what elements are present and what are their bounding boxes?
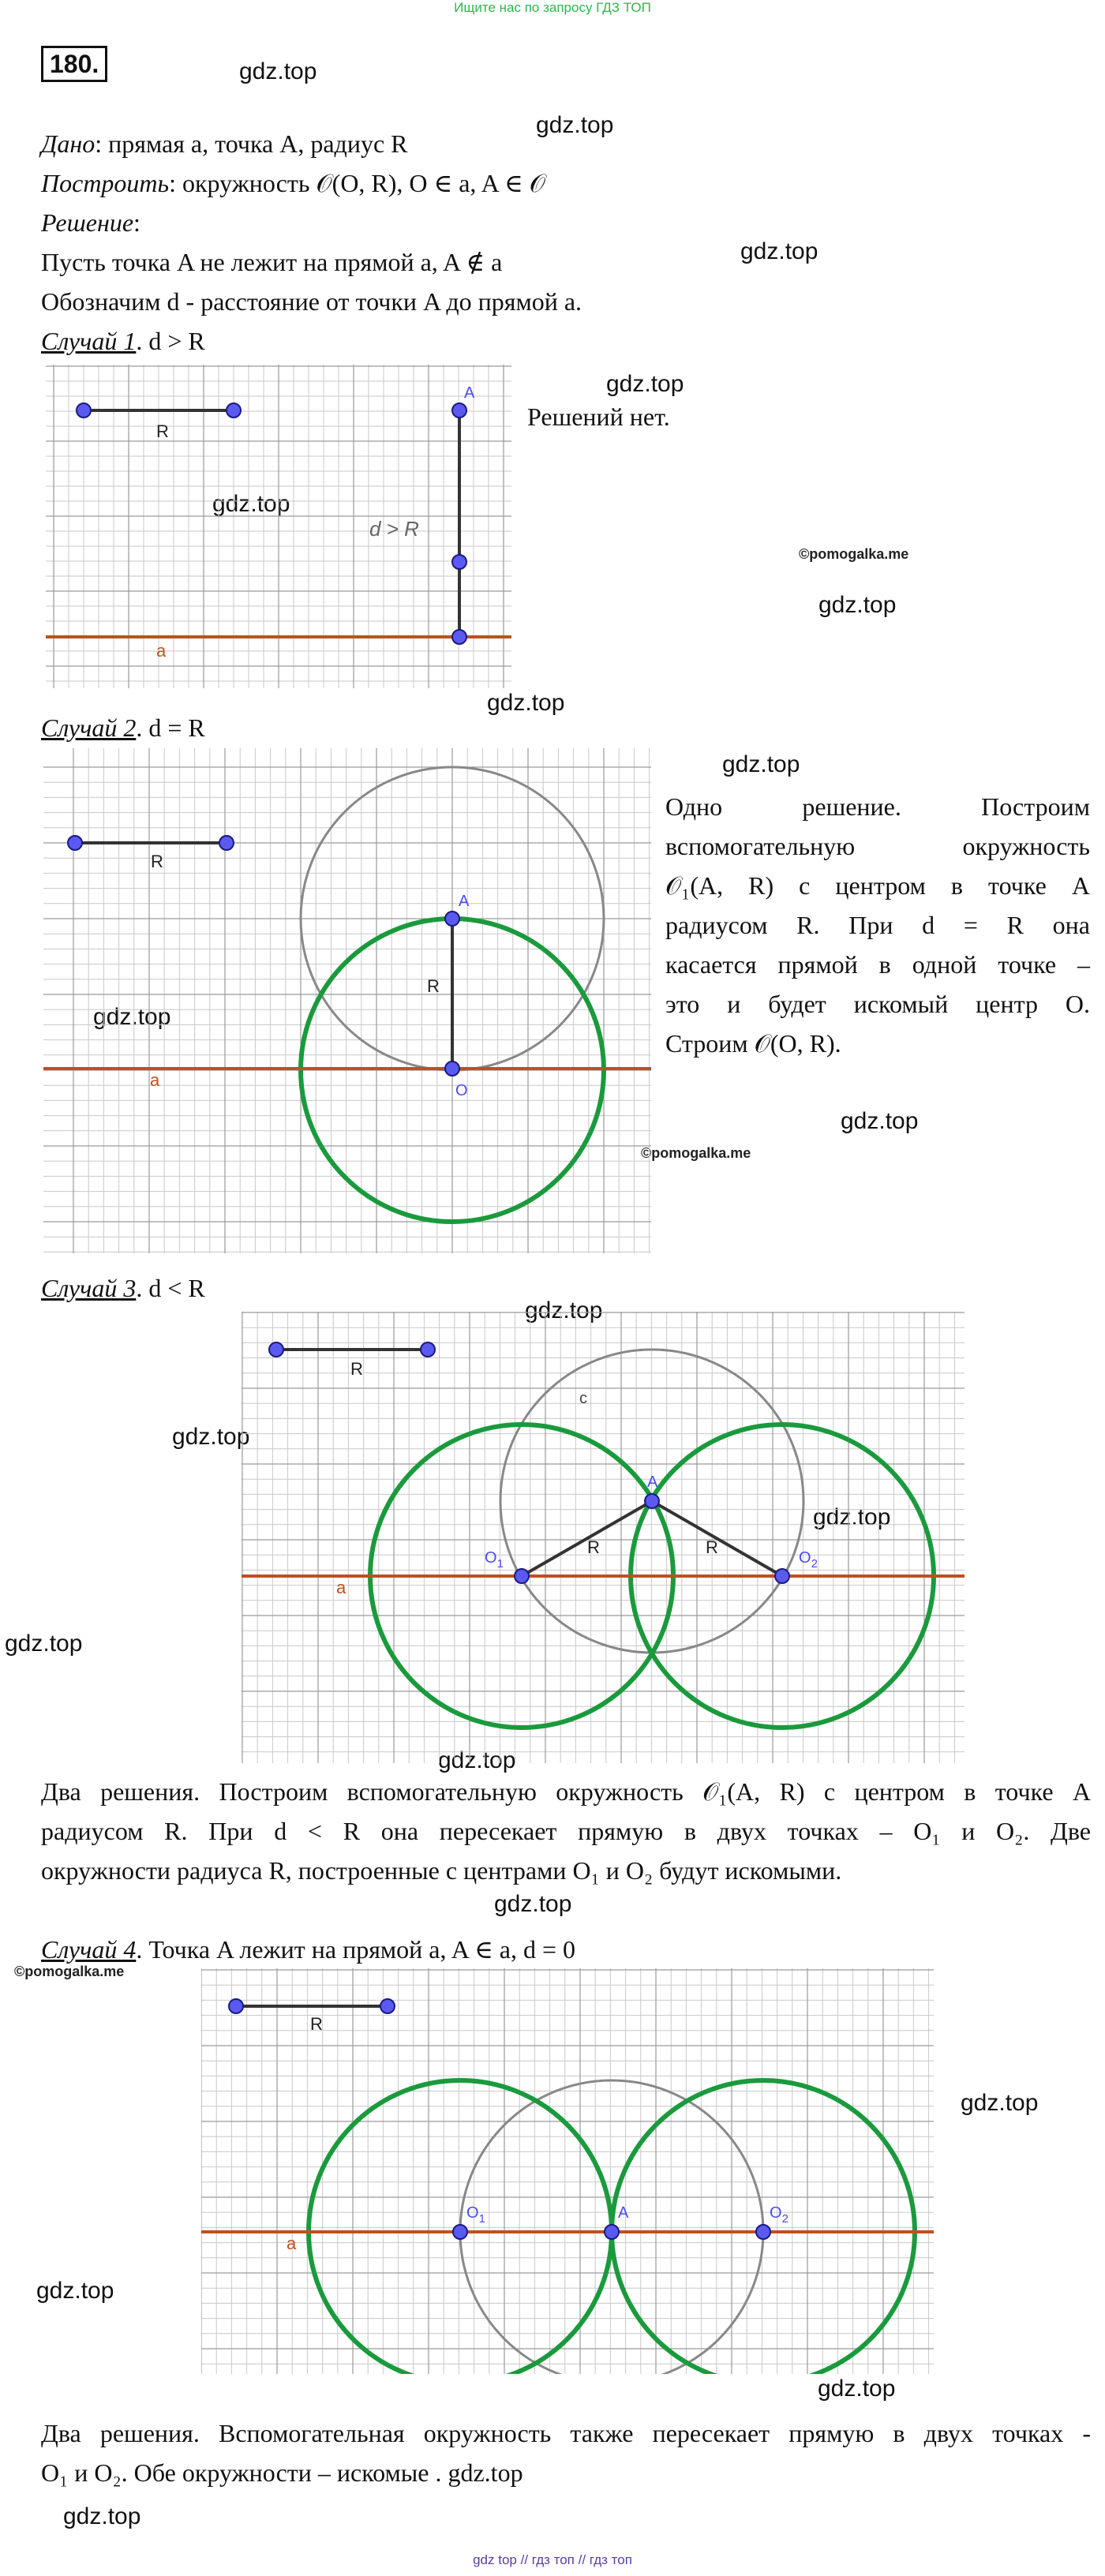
point xyxy=(452,555,466,569)
label-R: R xyxy=(151,852,163,871)
case2-condition: . d = R xyxy=(136,713,205,742)
given-label: Дано xyxy=(41,129,96,158)
watermark: gdz.top xyxy=(722,751,800,777)
construct-text: : окружность 𝒪(O, R), O ∈ a, A ∈ 𝒪 xyxy=(169,169,545,197)
watermark: gdz.top xyxy=(212,491,290,517)
label-O1-letter: O xyxy=(466,2204,479,2222)
label-a: a xyxy=(287,2233,297,2253)
case3-explanation xyxy=(41,1772,1091,1890)
copyright-watermark: ©pomogalka.me xyxy=(14,1964,125,1979)
top-search-hint[interactable]: Ищите нас по запросу ГДЗ ТОП xyxy=(454,0,651,15)
point-A xyxy=(605,2225,619,2239)
case4-heading xyxy=(41,1930,575,1968)
label-R: R xyxy=(156,421,169,441)
paragraph-line: вспомогательную окружность xyxy=(665,832,1090,860)
case1-result: Решений нет. xyxy=(527,402,670,431)
grid xyxy=(242,1312,965,1763)
label-O1-letter: O xyxy=(485,1549,497,1567)
label-a: a xyxy=(336,1578,346,1597)
label-A: A xyxy=(647,1473,658,1491)
label-O: O xyxy=(455,1082,468,1099)
point xyxy=(229,1999,243,2013)
case4-explanation xyxy=(41,2413,1091,2492)
point-O1 xyxy=(515,1569,529,1583)
paragraph-line: Строим 𝒪(O, R). xyxy=(665,1029,841,1058)
label-a: a xyxy=(156,641,167,661)
construct-line xyxy=(41,164,545,202)
label-R-AO: R xyxy=(427,976,440,996)
label-A: A xyxy=(464,384,475,402)
case4-condition: . Точка A лежит на прямой a, A ∈ a, d = 0 xyxy=(136,1935,576,1964)
label-A: A xyxy=(618,2204,629,2222)
label-d-gt-R: d > R xyxy=(369,517,419,541)
watermark: gdz.top xyxy=(5,1631,83,1657)
watermark: gdz.top xyxy=(239,58,317,84)
watermark: gdz.top xyxy=(494,1891,572,1917)
label-O2 xyxy=(770,2204,788,2226)
watermark: gdz.top xyxy=(606,371,684,397)
watermark: gdz.top xyxy=(818,2376,896,2402)
point xyxy=(227,403,241,417)
label-O2 xyxy=(799,1549,818,1571)
point-O2 xyxy=(775,1569,789,1583)
case1-figure xyxy=(46,365,511,688)
label-a: a xyxy=(150,1070,160,1090)
point-O2 xyxy=(756,2225,770,2239)
watermark: gdz.top xyxy=(841,1108,919,1134)
case1-condition: . d > R xyxy=(136,327,205,355)
watermark: gdz.top xyxy=(740,238,818,264)
assumption-line: Пусть точка A не лежит на прямой a, A ∉ a xyxy=(41,248,503,276)
copyright-watermark: ©pomogalka.me xyxy=(799,546,909,562)
case4-title: Случай 4 xyxy=(41,1935,137,1964)
label-R-left: R xyxy=(587,1537,600,1557)
point xyxy=(421,1342,435,1357)
problem-number: 180. xyxy=(41,46,107,82)
paragraph-line: радиусом R. При d = R она xyxy=(665,911,1090,939)
point xyxy=(269,1342,283,1357)
watermark: gdz.top xyxy=(818,592,897,618)
case2-heading xyxy=(41,709,205,747)
point-O xyxy=(445,1061,459,1076)
label-R: R xyxy=(350,1359,363,1379)
solution-line xyxy=(41,204,140,242)
solution-label: Решение xyxy=(41,208,134,237)
point xyxy=(452,630,466,644)
label-c: c xyxy=(579,1390,587,1407)
label-O1 xyxy=(466,2204,485,2226)
given-line xyxy=(41,125,407,163)
label-R-right: R xyxy=(706,1537,718,1557)
paragraph-line: касается прямой в одной точке – xyxy=(665,950,1090,979)
watermark: gdz.top xyxy=(438,1747,516,1773)
point xyxy=(77,403,91,417)
case3-title: Случай 3 xyxy=(41,1274,137,1302)
case2-figure xyxy=(43,748,651,1253)
construct-label: Построить xyxy=(41,169,170,197)
paragraph-line: радиусом R. При d < R она пересекает прямую в двух точках – O₁ и O₂. Две xyxy=(41,1817,1091,1845)
label-O1 xyxy=(485,1549,504,1571)
paragraph-line: Одно решение. Построим xyxy=(665,792,1090,821)
paragraph-line: Два решения. Вспомогательная окружность также пересекает прямую в двух точках - xyxy=(41,2419,1091,2447)
watermark: gdz.top xyxy=(172,1424,250,1450)
label-O2-letter: O xyxy=(770,2204,782,2222)
watermark: gdz.top xyxy=(36,2278,114,2304)
definition-line: Обозначим d - расстояние от точки A до прямой a. xyxy=(41,287,582,316)
paragraph-line: это и будет искомый центр O. xyxy=(665,990,1090,1018)
watermark: gdz.top xyxy=(813,1504,891,1530)
point-A xyxy=(452,403,466,417)
watermark: gdz.top xyxy=(487,690,565,716)
label-O1-sub: 1 xyxy=(478,2212,485,2226)
label-O2-sub: 2 xyxy=(781,2212,788,2226)
label-A: A xyxy=(459,893,470,910)
label-O2-letter: O xyxy=(799,1549,811,1567)
watermark: gdz.top xyxy=(63,2503,141,2529)
point xyxy=(380,1999,395,2013)
watermark: gdz.top xyxy=(525,1297,603,1324)
label-O2-sub: 2 xyxy=(811,1557,818,1571)
solution-colon: : xyxy=(133,208,140,237)
given-text: : прямая a, точка A, радиус R xyxy=(95,129,408,158)
case2-explanation xyxy=(665,787,1090,1063)
grid xyxy=(46,365,511,688)
watermark: gdz.top xyxy=(93,1004,171,1030)
point-A xyxy=(645,1494,659,1508)
case1-title: Случай 1 xyxy=(41,327,137,355)
case2-title: Случай 2 xyxy=(41,713,137,742)
paragraph-line: Два решения. Построим вспомогательную окружность 𝒪₁(A, R) с центром в точке A xyxy=(41,1777,1091,1806)
paragraph-line: окружности радиуса R, построенные с центрами O₁ и O₂ будут искомыми. xyxy=(41,1856,842,1885)
label-R: R xyxy=(310,2014,323,2034)
point xyxy=(219,836,234,850)
case3-heading xyxy=(41,1269,205,1307)
paragraph-line: 𝒪₁(A, R) с центром в точке A xyxy=(665,871,1090,900)
point-O1 xyxy=(453,2225,467,2239)
case1-heading xyxy=(41,322,205,360)
footer-links[interactable]: gdz top // гдз топ // гдз топ xyxy=(473,2552,632,2567)
case4-figure xyxy=(201,1968,934,2374)
paragraph-line: O₁ и O₂. Обе окружности – искомые . gdz.top xyxy=(41,2458,523,2487)
watermark: gdz.top xyxy=(961,2090,1039,2116)
copyright-watermark: ©pomogalka.me xyxy=(641,1145,751,1161)
case3-figure xyxy=(242,1312,965,1763)
case3-condition: . d < R xyxy=(136,1274,205,1302)
point-A xyxy=(445,912,459,926)
point xyxy=(68,836,82,850)
label-O1-sub: 1 xyxy=(496,1557,504,1571)
watermark: gdz.top xyxy=(536,112,614,138)
